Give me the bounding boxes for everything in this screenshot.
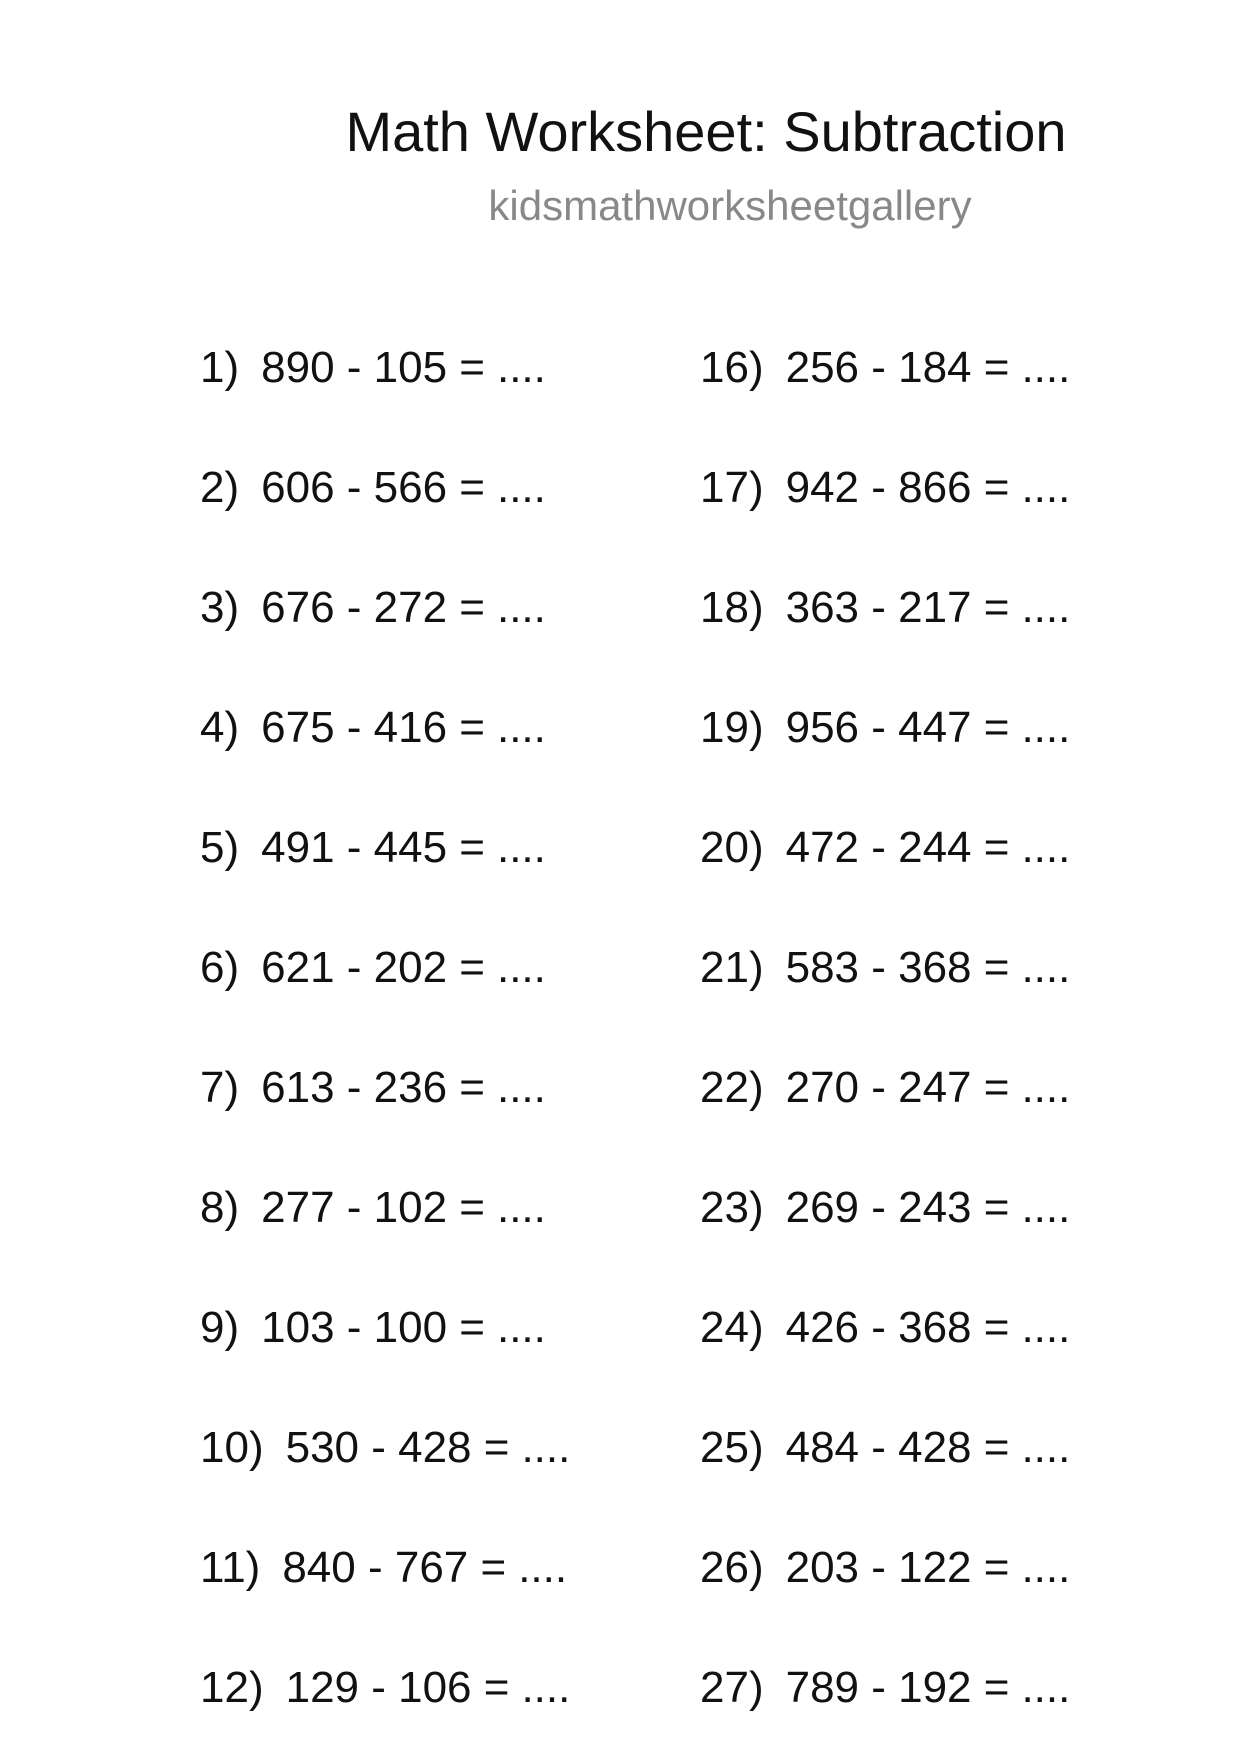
problem-number: 25) [700, 1423, 764, 1472]
problem-3 [200, 580, 546, 636]
problem-number: 4) [200, 703, 240, 752]
problem-1 [200, 340, 546, 396]
problem-expression: 270 - 247 = [785, 1063, 1010, 1112]
problem-4 [200, 700, 546, 756]
problem-number: 6) [200, 943, 240, 992]
answer-blank: .... [1021, 1183, 1071, 1232]
problem-18 [700, 580, 1070, 636]
problem-number: 23) [700, 1183, 764, 1232]
answer-blank: .... [496, 1303, 546, 1352]
problem-25 [700, 1420, 1070, 1476]
problem-expression: 583 - 368 = [785, 943, 1010, 992]
answer-blank: .... [1021, 1663, 1071, 1712]
problem-number: 16) [700, 343, 764, 392]
answer-blank: .... [1021, 463, 1071, 512]
problem-expression: 103 - 100 = [261, 1303, 485, 1352]
problem-16 [700, 340, 1070, 396]
answer-blank: .... [1021, 943, 1071, 992]
problem-expression: 256 - 184 = [785, 343, 1010, 392]
problem-expression: 613 - 236 = [261, 1063, 485, 1112]
answer-blank: .... [1021, 1063, 1071, 1112]
problem-expression: 269 - 243 = [785, 1183, 1010, 1232]
problem-expression: 621 - 202 = [261, 943, 485, 992]
problem-7 [200, 1060, 546, 1116]
problem-number: 11) [200, 1543, 261, 1592]
problem-number: 22) [700, 1063, 764, 1112]
answer-blank: .... [518, 1543, 568, 1592]
problem-9 [200, 1300, 546, 1356]
answer-blank: .... [521, 1423, 571, 1472]
problem-number: 27) [700, 1663, 764, 1712]
problem-expression: 942 - 866 = [785, 463, 1010, 512]
answer-blank: .... [496, 943, 546, 992]
problem-number: 7) [200, 1063, 240, 1112]
problem-number: 12) [200, 1663, 264, 1712]
problem-number: 18) [700, 583, 764, 632]
answer-blank: .... [496, 1063, 546, 1112]
problem-expression: 426 - 368 = [785, 1303, 1010, 1352]
problem-expression: 363 - 217 = [785, 583, 1010, 632]
problem-12 [200, 1660, 570, 1716]
problem-expression: 491 - 445 = [261, 823, 485, 872]
problem-number: 10) [200, 1423, 264, 1472]
problem-19 [700, 700, 1070, 756]
problem-27 [700, 1660, 1070, 1716]
problem-number: 8) [200, 1183, 240, 1232]
page-subtitle: kidsmathworksheetgallery [488, 182, 972, 229]
problem-expression: 840 - 767 = [282, 1543, 507, 1592]
problem-expression: 129 - 106 = [285, 1663, 510, 1712]
problem-21 [700, 940, 1070, 996]
answer-blank: .... [1021, 1423, 1071, 1472]
problem-26 [700, 1540, 1070, 1596]
problem-10 [200, 1420, 570, 1476]
problem-number: 24) [700, 1303, 764, 1352]
problem-number: 20) [700, 823, 764, 872]
answer-blank: .... [1021, 1303, 1071, 1352]
problem-expression: 277 - 102 = [261, 1183, 485, 1232]
problem-17 [700, 460, 1070, 516]
problem-24 [700, 1300, 1070, 1356]
problem-expression: 956 - 447 = [785, 703, 1010, 752]
problem-number: 19) [700, 703, 764, 752]
answer-blank: .... [496, 583, 546, 632]
problem-expression: 789 - 192 = [785, 1663, 1010, 1712]
answer-blank: .... [1021, 343, 1071, 392]
problem-6 [200, 940, 546, 996]
problem-8 [200, 1180, 546, 1236]
problem-expression: 203 - 122 = [785, 1543, 1010, 1592]
problem-expression: 484 - 428 = [785, 1423, 1010, 1472]
answer-blank: .... [496, 703, 546, 752]
problem-expression: 890 - 105 = [261, 343, 485, 392]
answer-blank: .... [496, 343, 546, 392]
problem-20 [700, 820, 1070, 876]
problem-23 [700, 1180, 1070, 1236]
answer-blank: .... [1021, 703, 1071, 752]
page-title: Math Worksheet: Subtraction [345, 100, 1067, 163]
problem-number: 26) [700, 1543, 764, 1592]
problem-2 [200, 460, 546, 516]
answer-blank: .... [1021, 583, 1071, 632]
answer-blank: .... [496, 1183, 546, 1232]
problem-number: 21) [700, 943, 764, 992]
problem-number: 2) [200, 463, 240, 512]
answer-blank: .... [496, 463, 546, 512]
problem-number: 5) [200, 823, 240, 872]
answer-blank: .... [1021, 823, 1071, 872]
problem-expression: 472 - 244 = [785, 823, 1010, 872]
answer-blank: .... [521, 1663, 571, 1712]
problem-expression: 606 - 566 = [261, 463, 485, 512]
problem-expression: 530 - 428 = [285, 1423, 510, 1472]
problem-number: 1) [200, 343, 240, 392]
answer-blank: .... [496, 823, 546, 872]
problem-number: 3) [200, 583, 240, 632]
problem-5 [200, 820, 546, 876]
problem-number: 17) [700, 463, 764, 512]
problem-number: 9) [200, 1303, 240, 1352]
problem-expression: 676 - 272 = [261, 583, 485, 632]
problem-expression: 675 - 416 = [261, 703, 485, 752]
answer-blank: .... [1021, 1543, 1071, 1592]
problem-11 [200, 1540, 567, 1596]
problem-22 [700, 1060, 1070, 1116]
